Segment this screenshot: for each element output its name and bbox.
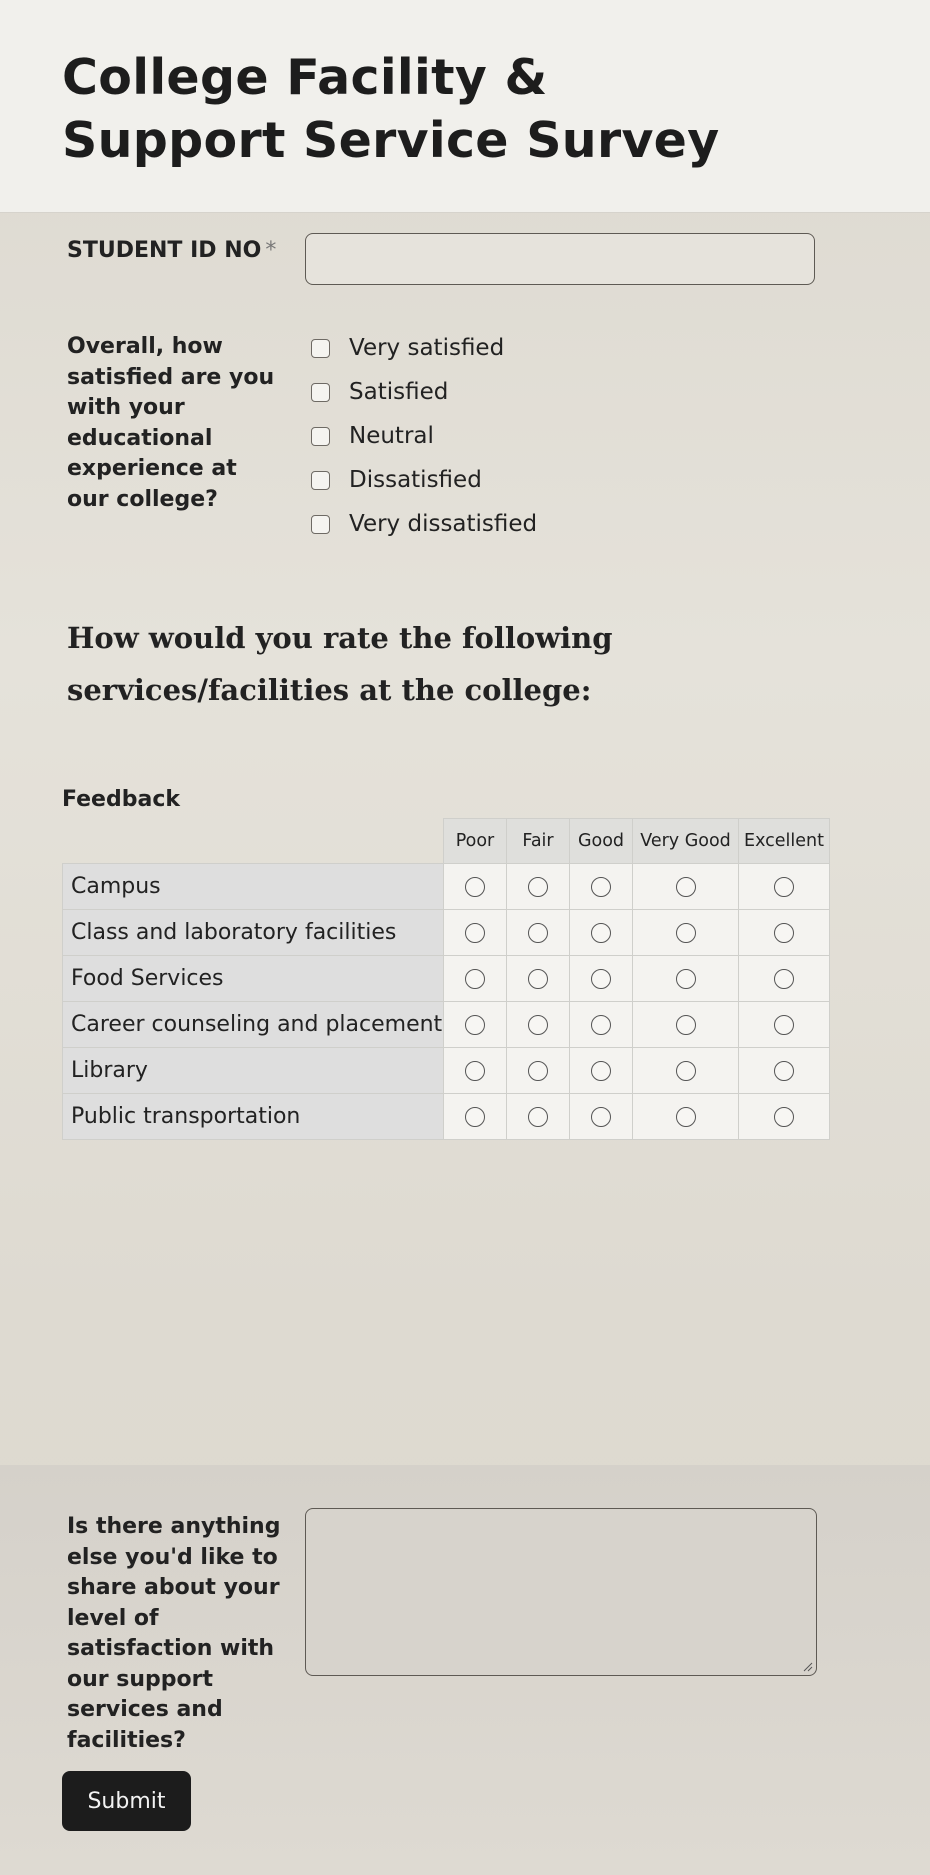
option-label: Very dissatisfied: [349, 511, 538, 537]
radio-button[interactable]: [528, 923, 548, 943]
checkbox[interactable]: [311, 471, 330, 490]
rating-cell[interactable]: [507, 864, 570, 910]
radio-button[interactable]: [528, 969, 548, 989]
radio-button[interactable]: [591, 923, 611, 943]
rating-cell[interactable]: [739, 956, 830, 1002]
matrix-row-campus: [63, 864, 830, 910]
radio-button[interactable]: [591, 1015, 611, 1035]
row-label: Class and laboratory facilities: [63, 910, 444, 956]
option-satisfied[interactable]: [311, 370, 537, 414]
option-dissatisfied[interactable]: [311, 458, 537, 502]
rating-cell[interactable]: [633, 864, 739, 910]
option-label: Neutral: [349, 423, 434, 449]
rating-cell[interactable]: [633, 1094, 739, 1140]
rating-cell[interactable]: [507, 1002, 570, 1048]
radio-button[interactable]: [774, 969, 794, 989]
radio-button[interactable]: [774, 1061, 794, 1081]
radio-button[interactable]: [591, 1107, 611, 1127]
radio-button[interactable]: [465, 969, 485, 989]
student-id-label-text: STUDENT ID NO: [67, 238, 262, 263]
satisfaction-question-label: Overall, how satisfied are you with your educational experience at our college?: [67, 334, 275, 512]
checkbox[interactable]: [311, 383, 330, 402]
student-id-input[interactable]: [305, 233, 815, 285]
comments-question-label: Is there anything else you'd like to share about your level of satisfaction with our support services and facilities?: [67, 1514, 281, 1753]
rating-cell[interactable]: [444, 1048, 507, 1094]
row-label: Library: [63, 1048, 444, 1094]
option-neutral[interactable]: [311, 414, 537, 458]
rating-cell[interactable]: [739, 910, 830, 956]
radio-button[interactable]: [774, 877, 794, 897]
radio-button[interactable]: [528, 1107, 548, 1127]
radio-button[interactable]: [465, 923, 485, 943]
rating-cell[interactable]: [444, 956, 507, 1002]
rating-cell[interactable]: [444, 910, 507, 956]
radio-button[interactable]: [528, 1015, 548, 1035]
student-id-label: [67, 236, 276, 267]
option-very-satisfied[interactable]: [311, 326, 537, 370]
radio-button[interactable]: [591, 1061, 611, 1081]
rating-cell[interactable]: [507, 910, 570, 956]
matrix-row-career-counseling: [63, 1002, 830, 1048]
feedback-matrix: [62, 818, 830, 1140]
row-label: Career counseling and placement: [63, 1002, 444, 1048]
rating-cell[interactable]: [633, 1048, 739, 1094]
rating-cell[interactable]: [739, 1048, 830, 1094]
resize-handle-icon[interactable]: [803, 1662, 813, 1672]
checkbox[interactable]: [311, 427, 330, 446]
radio-button[interactable]: [465, 1107, 485, 1127]
form-title: College Facility & Support Service Survey: [62, 49, 720, 169]
matrix-title: Feedback: [62, 787, 180, 812]
comments-textarea[interactable]: [305, 1508, 817, 1676]
rating-cell[interactable]: [444, 1002, 507, 1048]
radio-button[interactable]: [676, 923, 696, 943]
rating-cell[interactable]: [507, 956, 570, 1002]
radio-button[interactable]: [774, 1107, 794, 1127]
radio-button[interactable]: [465, 1015, 485, 1035]
rating-cell[interactable]: [739, 864, 830, 910]
option-label: Dissatisfied: [349, 467, 482, 493]
checkbox[interactable]: [311, 339, 330, 358]
satisfaction-options: [311, 326, 537, 546]
option-very-dissatisfied[interactable]: [311, 502, 537, 546]
column-header-good: Good: [570, 819, 633, 864]
radio-button[interactable]: [676, 877, 696, 897]
rating-cell[interactable]: [444, 1094, 507, 1140]
rating-cell[interactable]: [570, 910, 633, 956]
option-label: Satisfied: [349, 379, 449, 405]
matrix-row-public-transportation: [63, 1094, 830, 1140]
row-label: Food Services: [63, 956, 444, 1002]
radio-button[interactable]: [591, 969, 611, 989]
rating-cell[interactable]: [570, 956, 633, 1002]
radio-button[interactable]: [465, 877, 485, 897]
rating-cell[interactable]: [444, 864, 507, 910]
column-header-very-good: Very Good: [633, 819, 739, 864]
rating-cell[interactable]: [570, 864, 633, 910]
radio-button[interactable]: [676, 969, 696, 989]
radio-button[interactable]: [528, 1061, 548, 1081]
rating-cell[interactable]: [570, 1094, 633, 1140]
rating-cell[interactable]: [570, 1048, 633, 1094]
matrix-row-library: [63, 1048, 830, 1094]
column-header-fair: Fair: [507, 819, 570, 864]
rating-cell[interactable]: [570, 1002, 633, 1048]
radio-button[interactable]: [676, 1061, 696, 1081]
required-mark: *: [265, 238, 277, 263]
radio-button[interactable]: [774, 923, 794, 943]
radio-button[interactable]: [528, 877, 548, 897]
row-label: Campus: [63, 864, 444, 910]
row-label: Public transportation: [63, 1094, 444, 1140]
radio-button[interactable]: [465, 1061, 485, 1081]
column-header-poor: Poor: [444, 819, 507, 864]
column-header-excellent: Excellent: [739, 819, 830, 864]
rating-cell[interactable]: [507, 1094, 570, 1140]
matrix-corner-cell: [63, 819, 444, 864]
rating-cell[interactable]: [633, 1002, 739, 1048]
radio-button[interactable]: [774, 1015, 794, 1035]
rating-cell[interactable]: [739, 1002, 830, 1048]
radio-button[interactable]: [591, 877, 611, 897]
radio-button[interactable]: [676, 1015, 696, 1035]
matrix-row-food-services: [63, 956, 830, 1002]
rating-cell[interactable]: [739, 1094, 830, 1140]
submit-button[interactable]: Submit: [62, 1771, 191, 1831]
matrix-row-class-lab: [63, 910, 830, 956]
rating-cell[interactable]: [507, 1048, 570, 1094]
option-label: Very satisfied: [349, 335, 505, 361]
rating-cell[interactable]: [633, 956, 739, 1002]
checkbox[interactable]: [311, 515, 330, 534]
form-header: [0, 0, 930, 213]
radio-button[interactable]: [676, 1107, 696, 1127]
matrix-header-row: [63, 819, 830, 864]
rating-cell[interactable]: [633, 910, 739, 956]
rating-section-heading: How would you rate the following services/facilities at the college:: [67, 621, 613, 707]
